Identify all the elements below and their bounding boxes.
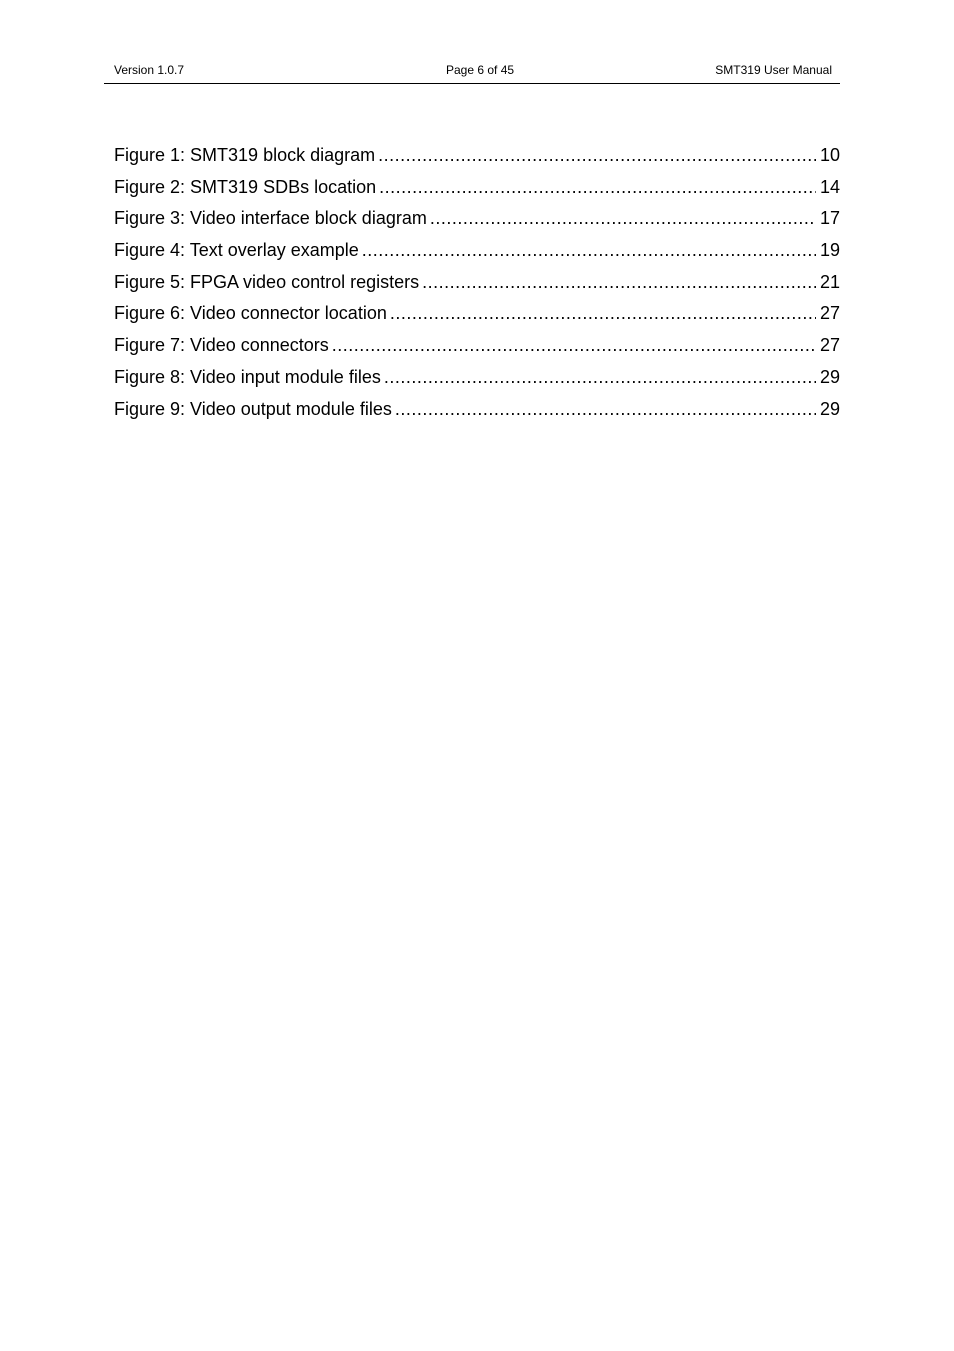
page-number-label: Page 6 of 45 <box>446 63 515 77</box>
dot-leader <box>379 175 816 199</box>
figure-entry-2[interactable] <box>114 175 840 207</box>
figure-entry-page: 14 <box>819 176 840 197</box>
page-header <box>104 61 840 84</box>
dot-leader <box>430 206 816 230</box>
table-of-figures <box>114 143 840 428</box>
figure-entry-title: Figure 6: Video connector location <box>114 303 387 324</box>
figure-entry-7[interactable] <box>114 333 840 365</box>
dot-leader <box>362 238 816 262</box>
figure-entry-page: 27 <box>819 335 840 356</box>
figure-entry-title: Figure 3: Video interface block diagram <box>114 208 427 229</box>
figure-entry-9[interactable] <box>114 397 840 429</box>
figure-entry-4[interactable] <box>114 238 840 270</box>
figure-entry-page: 21 <box>819 271 840 292</box>
figure-entry-3[interactable] <box>114 206 840 238</box>
document-title: SMT319 User Manual <box>715 63 832 77</box>
figure-entry-page: 17 <box>819 208 840 229</box>
figure-entry-title: Figure 9: Video output module files <box>114 398 392 419</box>
figure-entry-page: 29 <box>819 366 840 387</box>
figure-entry-5[interactable] <box>114 270 840 302</box>
figure-entry-1[interactable] <box>114 143 840 175</box>
dot-leader <box>378 143 816 167</box>
dot-leader <box>390 301 816 325</box>
dot-leader <box>395 397 816 421</box>
figure-entry-title: Figure 1: SMT319 block diagram <box>114 145 376 165</box>
figure-entry-page: 19 <box>819 240 840 261</box>
figure-entry-6[interactable] <box>114 301 840 333</box>
figure-entry-page: 27 <box>819 303 840 324</box>
figure-entry-title: Figure 5: FPGA video control registers <box>114 271 420 292</box>
version-label: Version 1.0.7 <box>114 63 185 77</box>
figure-entry-title: Figure 7: Video connectors <box>114 335 329 356</box>
figure-entry-title: Figure 2: SMT319 SDBs location <box>114 176 377 197</box>
dot-leader <box>384 365 816 389</box>
figure-entry-page: 10 <box>819 145 840 165</box>
dot-leader <box>332 333 816 357</box>
figure-entry-8[interactable] <box>114 365 840 397</box>
dot-leader <box>422 270 816 294</box>
figure-entry-title: Figure 4: Text overlay example <box>114 240 359 261</box>
figure-entry-title: Figure 8: Video input module files <box>114 366 381 387</box>
figure-entry-page: 29 <box>819 398 840 419</box>
